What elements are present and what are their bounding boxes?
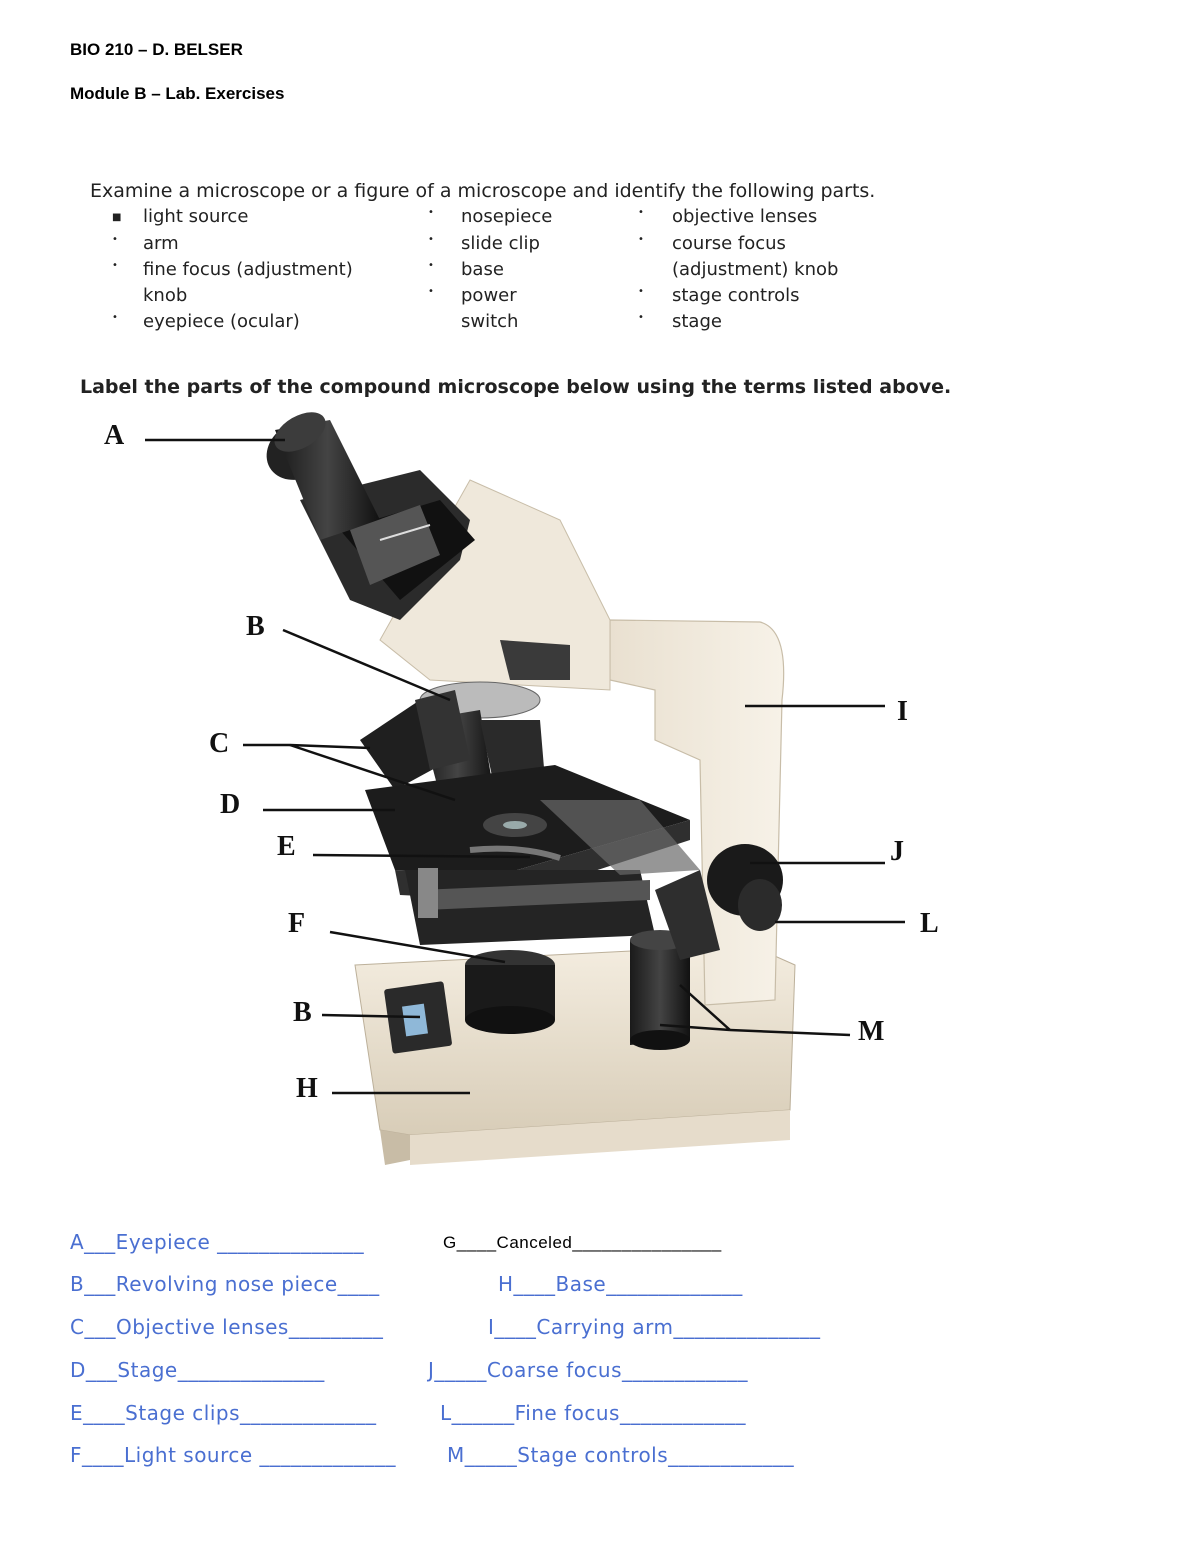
module-header: Module B – Lab. Exercises xyxy=(70,84,285,103)
figure-label-m: M xyxy=(858,1016,885,1047)
part-item: (adjustment) knob xyxy=(672,259,839,280)
part-item: course focus xyxy=(672,233,786,254)
figure-label-c: C xyxy=(209,728,230,759)
bullet-icon: • xyxy=(428,207,434,218)
bullet-icon: • xyxy=(638,312,644,323)
bullet-icon: • xyxy=(638,207,644,218)
bullet-icon: • xyxy=(428,234,434,245)
answer-j[interactable]: J_____Coarse focus____________ xyxy=(428,1358,749,1382)
part-item: stage controls xyxy=(672,285,800,306)
answer-d[interactable]: D___Stage______________ xyxy=(70,1358,325,1382)
part-item: knob xyxy=(143,285,188,306)
part-item: arm xyxy=(143,233,179,254)
bullet-icon: • xyxy=(112,260,118,271)
answer-m[interactable]: M_____Stage controls____________ xyxy=(447,1443,795,1467)
figure-label-l: L xyxy=(920,908,939,939)
figure-label-b2: B xyxy=(293,997,312,1028)
answer-g[interactable]: G____Canceled_______________ xyxy=(443,1233,722,1252)
part-item: eyepiece (ocular) xyxy=(143,311,300,332)
microscope-figure xyxy=(0,400,1200,1175)
bullet-icon: • xyxy=(428,260,434,271)
part-item: power xyxy=(461,285,517,306)
figure-label-h: H xyxy=(296,1073,318,1104)
figure-label-j: J xyxy=(890,836,904,867)
part-item: fine focus (adjustment) xyxy=(143,259,353,280)
bullet-icon: • xyxy=(638,286,644,297)
bullet-icon: ■ xyxy=(112,212,122,223)
condenser-light xyxy=(465,950,555,1034)
part-item: light source xyxy=(143,206,249,227)
label-instruction: Label the parts of the compound microscope below using the terms listed above. xyxy=(80,376,952,398)
part-item: switch xyxy=(461,311,519,332)
answer-b[interactable]: B___Revolving nose piece____ xyxy=(70,1272,380,1296)
bullet-icon: • xyxy=(638,234,644,245)
part-item: base xyxy=(461,259,504,280)
answer-c[interactable]: C___Objective lenses_________ xyxy=(70,1315,384,1339)
answer-a[interactable]: A___Eyepiece ______________ xyxy=(70,1230,365,1254)
answer-h[interactable]: H____Base_____________ xyxy=(498,1272,743,1296)
bullet-icon: • xyxy=(428,286,434,297)
part-item: nosepiece xyxy=(461,206,553,227)
part-item: stage xyxy=(672,311,722,332)
figure-label-d: D xyxy=(220,789,241,820)
answer-l[interactable]: L______Fine focus____________ xyxy=(440,1401,746,1425)
course-header: BIO 210 – D. BELSER xyxy=(70,40,243,59)
part-item: objective lenses xyxy=(672,206,818,227)
bullet-icon: • xyxy=(112,312,118,323)
figure-label-f: F xyxy=(288,908,306,939)
figure-label-e: E xyxy=(277,831,296,862)
part-item: slide clip xyxy=(461,233,540,254)
instructions: Examine a microscope or a figure of a microscope and identify the following parts. xyxy=(90,180,876,202)
figure-label-b: B xyxy=(246,611,265,642)
figure-label-i: I xyxy=(897,696,908,727)
answer-f[interactable]: F____Light source _____________ xyxy=(70,1443,397,1467)
answer-e[interactable]: E____Stage clips_____________ xyxy=(70,1401,377,1425)
answer-i[interactable]: I____Carrying arm______________ xyxy=(488,1315,821,1339)
figure-label-a: A xyxy=(104,420,125,451)
bullet-icon: • xyxy=(112,234,118,245)
